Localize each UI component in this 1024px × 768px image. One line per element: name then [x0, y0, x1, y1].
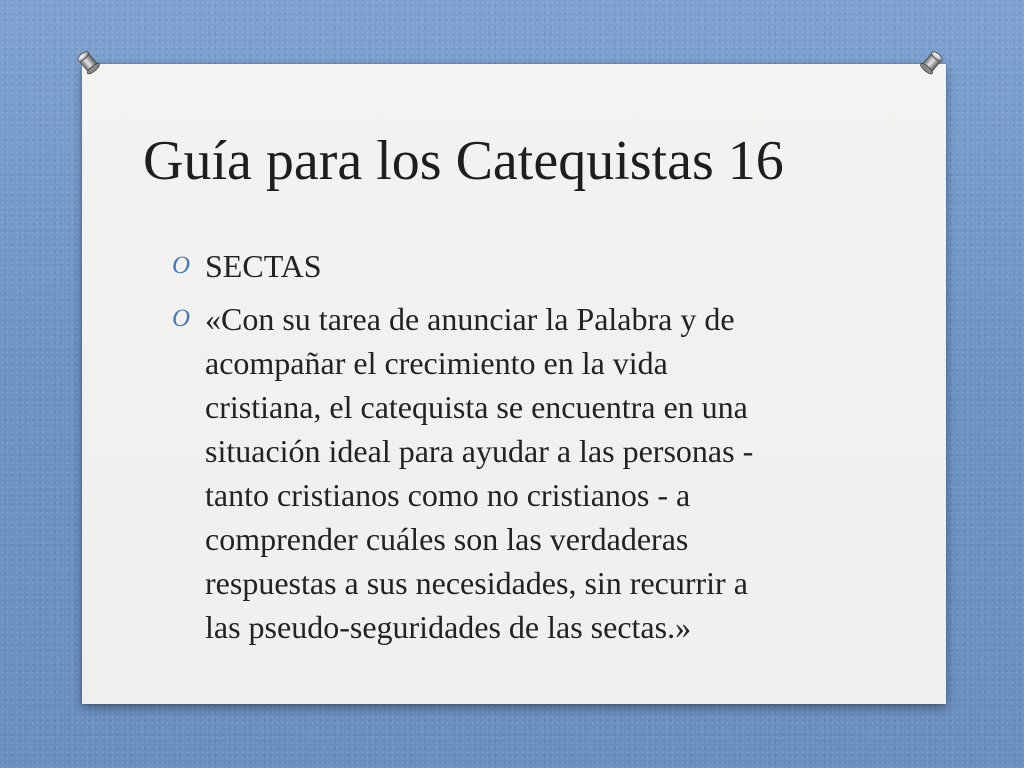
bullet-item — [172, 297, 862, 649]
bullet-text-line: cristiana, el catequista se encuentra en una — [205, 389, 748, 425]
bullet-text-line: comprender cuáles son las verdaderas — [205, 521, 689, 557]
bullet-text-line: las pseudo-seguridades de las sectas.» — [205, 609, 692, 645]
bullet-item — [172, 244, 862, 288]
bullet-text-line: «Con su tarea de anunciar la Palabra y de — [205, 301, 735, 337]
bullet-text-line: respuestas a sus necesidades, sin recurrir a — [205, 565, 748, 601]
bullet-text-line: SECTAS — [205, 248, 322, 284]
bullet-list — [172, 244, 862, 658]
bullet-text-line: situación ideal para ayudar a las personas - — [205, 433, 754, 469]
pushpin-icon — [918, 46, 948, 76]
bullet-text-line: acompañar el crecimiento en la vida — [205, 345, 668, 381]
bullet-text-line: tanto cristianos como no cristianos - a — [205, 477, 691, 513]
bullet-marker-icon: O — [172, 252, 191, 279]
slide-title: Guía para los Catequistas 16 — [143, 130, 784, 192]
bullet-marker-icon: O — [172, 305, 191, 332]
pushpin-icon — [72, 46, 102, 76]
